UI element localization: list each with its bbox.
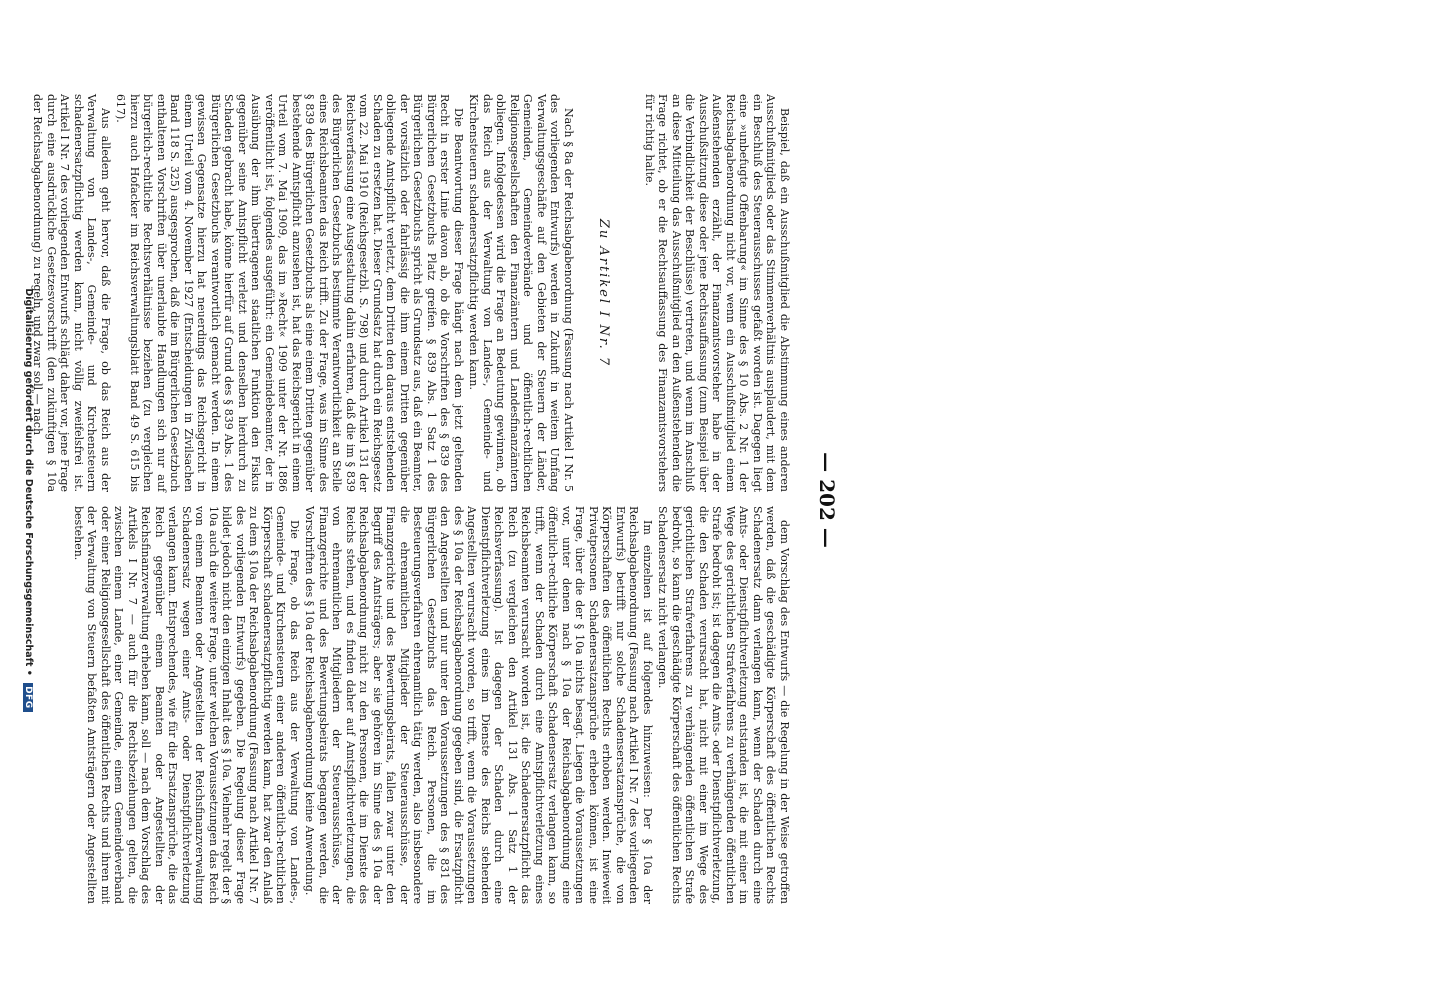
page-number: — 202 — xyxy=(815,452,839,548)
paragraph: Die Beantwortung dieser Frage hängt nach dem jetzt geltenden Recht in erster Linie davon ab, ob die Vorschriften des § 839 des Bürgerlichen Gesetzbuchs Platz greifen. § 839 Abs. 1 Satz 1 des Bürgerlichen Gesetzbuchs spricht als Grundsatz aus, daß ein Beamter, der vorsätzlich oder fahrlässig die ihm einem Dritten gegenüber obliegende Amtspflicht verletzt, dem Dritten den daraus entstehenden Schaden zu ersetzen hat. Dieser Grundsatz hat durch ein Reichsgesetz vom 22. Mai 1910 (Reichsgesetzbl. S. 798) und durch Artikel 131 der Reichsverfassung eine Ausgestaltung dahin erfahren, daß die im § 839 des Bürgerlichen Gesetzbuchs bestimmte Verantwortlichkeit an Stelle eines Reichsbeamten das Reich trifft. Zu der Frage, was im Sinne des § 839 des Bürgerlichen Gesetzbuchs als eine einem Dritten gegenüber bestehende Amtspflicht anzusehen ist, hat das Reichsgericht in einem Urteil vom 7. Mai 1909, das im »Recht« 1909 unter der Nr. 1886 veröffentlicht ist, folgendes ausgeführt: ein Gemeindebeamter, der in Ausübung der ihm übertragenen staatlichen Funktion den Fiskus gegenüber seine Amtspflicht verletzt und denselben hierdurch zu Schaden gebracht habe, könne hierfür auf Grund des § 839 Abs. 1 des Bürgerlichen Gesetzbuchs verantwortlich gemacht werden. In einem gewissen Gegensatze hierzu hat neuerdings das Reichsgericht in einem Urteil vom 4. November 1927 (Entscheidungen in Zivilsachen Band 118 S. 325) ausgesprochen, daß die im Bürgerlichen Gesetzbuch enthaltenen Vorschriften über unerlaubte Handlungen sich nur auf bürgerlich-rechtliche Rechtsverhältnisse beziehen (zu vergleichen hierzu auch Hofacker im Reichsverwaltungsblatt Band 49 S. 615 bis 617). xyxy=(114,94,465,492)
paragraph: dem Vorschlag des Entwurfs — die Regelung in der Weise getroffen werden, daß die geschädigte Körperschaft des öffentlichen Rechts Schadenersatz dann verlangen kann, wenn der Schaden durch eine Amts- oder Dienstpflichtverletzung entstanden ist, die mit einer im Wege des gerichtlichen Strafverfahrens zu verhängenden öffentlichen Strafe bedroht ist; ist dagegen die Amts- oder Dienstpflichtverletzung, die den Schaden verursacht hat, nicht mit einer im Wege des gerichtlichen Strafverfahrens zu verhängenden öffentlichen Strafe bedroht, so kann die geschädigte Körperschaft des öffentlichen Rechts Schadensersatz nicht verlangen. xyxy=(656,506,791,904)
section-heading: Zu Artikel I Nr. 7 xyxy=(596,218,612,368)
paragraph: Nach § 8a der Reichsabgabenordnung (Fassung nach Artikel I Nr. 5 des vorliegenden Entwurfs) werden in Zukunft in weitem Umfang Verwaltungsgeschäfte auf den Gebieten der Steuern der Länder, Gemeinden, Gemeindeverbände und öffentlich-rechtlichen Religionsgesellschaften den Finanzämtern und Landesfinanzämtern obliegen. Infolgedessen wird die Frage an Bedeutung gewinnen, ob das Reich aus der Verwaltung von Landes-, Gemeinde- und Kirchensteuern schadenersatzpflichtig werden kann. xyxy=(467,94,575,492)
digitization-credit xyxy=(23,0,34,1000)
left-column xyxy=(31,94,791,492)
paragraph: Im einzelnen ist auf folgendes hinzuweisen: Der § 10a der Reichsabgabenordnung (Fassung nach Artikel I Nr. 7 des vorliegenden Entwurfs) betrifft nur solche Schadensersatzansprüche, die von Körperschaften des öffentlichen Rechts erhoben werden. Inwieweit Privatpersonen Schadenersatzansprüche erheben können, ist eine Frage, über die der § 10a nichts besagt. Liegen die Voraussetzungen vor, unter denen nach § 10a der Reichsabgabenordnung eine öffentlich-rechtliche Körperschaft Schadensersatz verlangen kann, so trifft, wenn der Schaden durch eine Amtspflichtverletzung eines Reichsbeamten verursacht worden ist, die Schadenersatzpflicht das Reich (zu vergleichen den Artikel 131 Abs. 1 Satz 1 der Reichsverfassung). Ist dagegen der Schaden durch eine Dienstpflichtverletzung eines im Dienste des Reichs stehenden Angestellten verursacht worden, so trifft, wenn die Voraussetzungen des § 10a der Reichsabgabenordnung gegeben sind, die Ersatzpflicht den Angestellten und nur unter den Voraussetzungen des § 831 des Bürgerlichen Gesetzbuchs das Reich. Personen, die im Besteuerungsverfahren ehrenamtlich tätig werden, also insbesondere die ehrenamtlichen Mitglieder der Steuerausschüsse, der Finanzgerichte und des Bewertungsbeirats, fallen zwar unter den Begriff des Amtsträgers; aber sie gehören im Sinne des § 10a der Reichsabgabenordnung nicht zu den Personen, die im Dienste des Reichs stehen, und es finden daher auf Amtspflichtverletzungen, die von ehrenamtlichen Mitgliedern der Steuerausschüsse, der Finanzgerichte und des Bewertungsbeirats begangen werden, die Vorschriften des § 10a der Reichsabgabenordnung keine Anwendung. xyxy=(303,506,654,904)
right-column xyxy=(56,506,791,904)
dfg-logo: DFG xyxy=(23,683,33,712)
paragraph: Aus alledem geht hervor, daß die Frage, ob das Reich aus der Verwaltung von Landes-, Gemeinde- und Kirchensteuern schadenersatzpflichtig werden kann, nicht völlig zweifelsfrei ist. Artikel I Nr. 7 des vorliegenden Entwurfs schlägt daher vor, jene Frage durch eine ausdrückliche Gesetzesvorschrift (den zukünftigen § 10a der Reichsabgabenordnung) zu regeln, und zwar soll — nach xyxy=(31,94,112,492)
credit-text: Digitalisierung gefördert durch die Deutsche Forschungsgemeinschaft • xyxy=(23,288,34,676)
paragraph: Die Frage, ob das Reich aus der Verwaltung von Landes-, Gemeinde- und Kirchensteuern einer anderen öffentlich-rechtlichen Körperschaft schadenersatzpflichtig werden kann, hat zwar den Anlaß zu dem § 10a der Reichsabgabenordnung (Fassung nach Artikel I Nr. 7 des vorliegenden Entwurfs) gegeben. Die Regelung dieser Frage bildet jedoch nicht den einzigen Inhalt des § 10a. Vielmehr regelt der § 10a auch die weitere Frage, unter welchen Voraussetzungen das Reich von einem Beamten oder Angestellten der Reichsfinanzverwaltung Schadenersatz wegen einer Amts- oder Dienstpflichtverletzung verlangen kann. Entsprechendes, wie für die Ersatzansprüche, die das Reich gegenüber einem Beamten oder Angestellten der Reichsfinanzverwaltung erheben kann, soll — nach dem Vorschlag des Artikels I Nr. 7 — auch für die Rechtsbeziehungen gelten, die zwischen einem Lande, einer Gemeinde, einem Gemeindeverband oder einer Religionsgesellschaft des öffentlichen Rechts und ihren mit der Verwaltung von Steuern befaßten Amtsträgern oder Angestellten bestehen. xyxy=(72,506,301,904)
paragraph: Beispiel, daß ein Ausschußmitglied die Abstimmung eines anderen Ausschußmitglieds oder das Stimmenverhältnis ausplaudert, mit dem ein Beschluß des Steuerausschusses gefaßt worden ist. Dagegen liegt eine »unbefugte Offenbarung« im Sinne des § 10 Abs. 2 Nr. 1 der Reichsabgabenordnung nicht vor, wenn ein Ausschußmitglied einem Außenstehenden erzählt, der Finanzamtsvorsteher habe in der Ausschußsitzung diese oder jene Rechtsauffassung (zum Beispiel über die Verbindlichkeit der Beschlüsse) vertreten, und wenn im Anschluß an diese Mitteilung das Ausschußmitglied an den Außenstehenden die Frage richtet, ob er die Rechtsauffassung des Finanzamtsvorstehers für richtig halte. xyxy=(643,94,791,492)
